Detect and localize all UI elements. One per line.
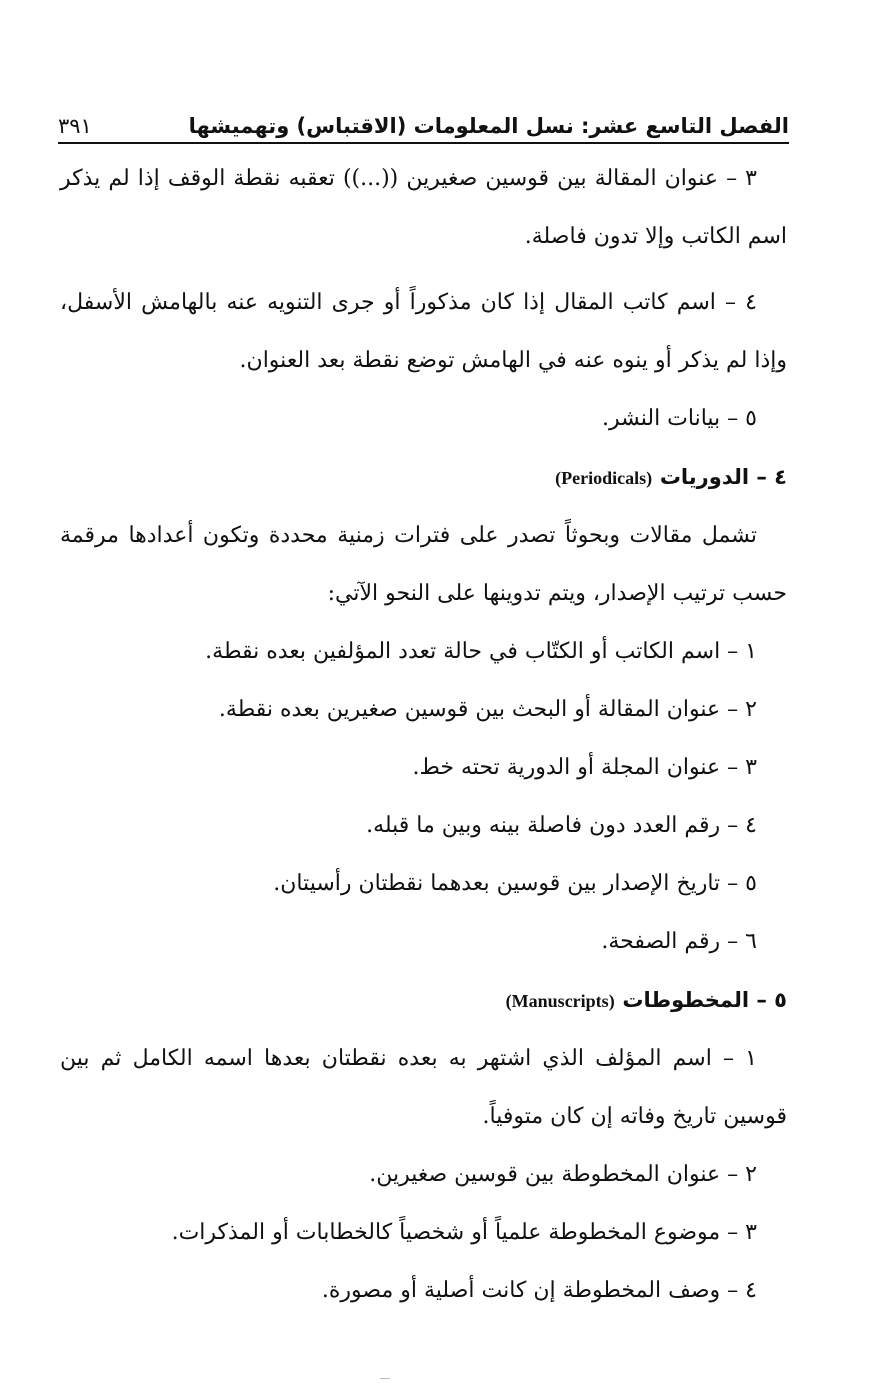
- heading-english: (Manuscripts): [505, 991, 615, 1011]
- scan-mark: [380, 1378, 390, 1379]
- list-item: ١ – اسم الكاتب أو الكتّاب في حالة تعدد المؤلفين بعده نقطة.: [205, 639, 757, 664]
- list-item: ٣ – عنوان المجلة أو الدورية تحته خط.: [412, 755, 757, 780]
- heading-arabic: ٤ – الدوريات: [659, 465, 787, 489]
- list-item: ٦ – رقم الصفحة.: [601, 929, 757, 954]
- page-number: ٣٩١: [58, 114, 92, 138]
- list-item-publication-data: ٥ – بيانات النشر.: [601, 406, 757, 431]
- list-item: ٣ – موضوع المخطوطة علمياً أو شخصياً كالخطابات أو المذكرات.: [171, 1220, 757, 1245]
- list-item: ٥ – تاريخ الإصدار بين قوسين بعدهما نقطتان رأسيتان.: [273, 871, 757, 896]
- heading-arabic: ٥ – المخطوطات: [622, 988, 787, 1012]
- page-body: [60, 150, 787, 1320]
- section-heading-periodicals: [60, 448, 787, 507]
- section-heading-manuscripts: [60, 971, 787, 1030]
- running-header: [58, 98, 789, 144]
- list-item: ٤ – رقم العدد دون فاصلة بينه وبين ما قبله.: [366, 813, 757, 838]
- list-item: ٢ – عنوان المخطوطة بين قوسين صغيرين.: [369, 1162, 757, 1187]
- periodicals-intro: تشمل مقالات وبحوثاً تصدر على فترات زمنية محددة وتكون أعدادها مرقمة حسب ترتيب الإصدار، ويتم تدوينها على النحو الآتي:: [60, 523, 787, 606]
- list-item-article-author: ٤ – اسم كاتب المقال إذا كان مذكوراً أو جرى التنويه عنه بالهامش الأسفل، وإذا لم يذكر أو ينوه عنه في الهامش توضع نقطة بعد العنوان.: [60, 290, 787, 373]
- chapter-title: الفصل التاسع عشر: نسل المعلومات (الاقتباس) وتهميشها: [188, 114, 789, 138]
- list-item: ٤ – وصف المخطوطة إن كانت أصلية أو مصورة.: [321, 1278, 757, 1303]
- heading-english: (Periodicals): [555, 468, 653, 488]
- list-item-article-title: ٣ – عنوان المقالة بين قوسين صغيرين ((...)) تعقبه نقطة الوقف إذا لم يذكر اسم الكاتب وإلا تدون فاصلة.: [60, 166, 787, 249]
- list-item: ٢ – عنوان المقالة أو البحث بين قوسين صغيرين بعده نقطة.: [218, 697, 757, 722]
- list-item-manuscript-author: ١ – اسم المؤلف الذي اشتهر به بعده نقطتان بعدها اسمه الكامل ثم بين قوسين تاريخ وفاته إن كان متوفياً.: [60, 1046, 787, 1129]
